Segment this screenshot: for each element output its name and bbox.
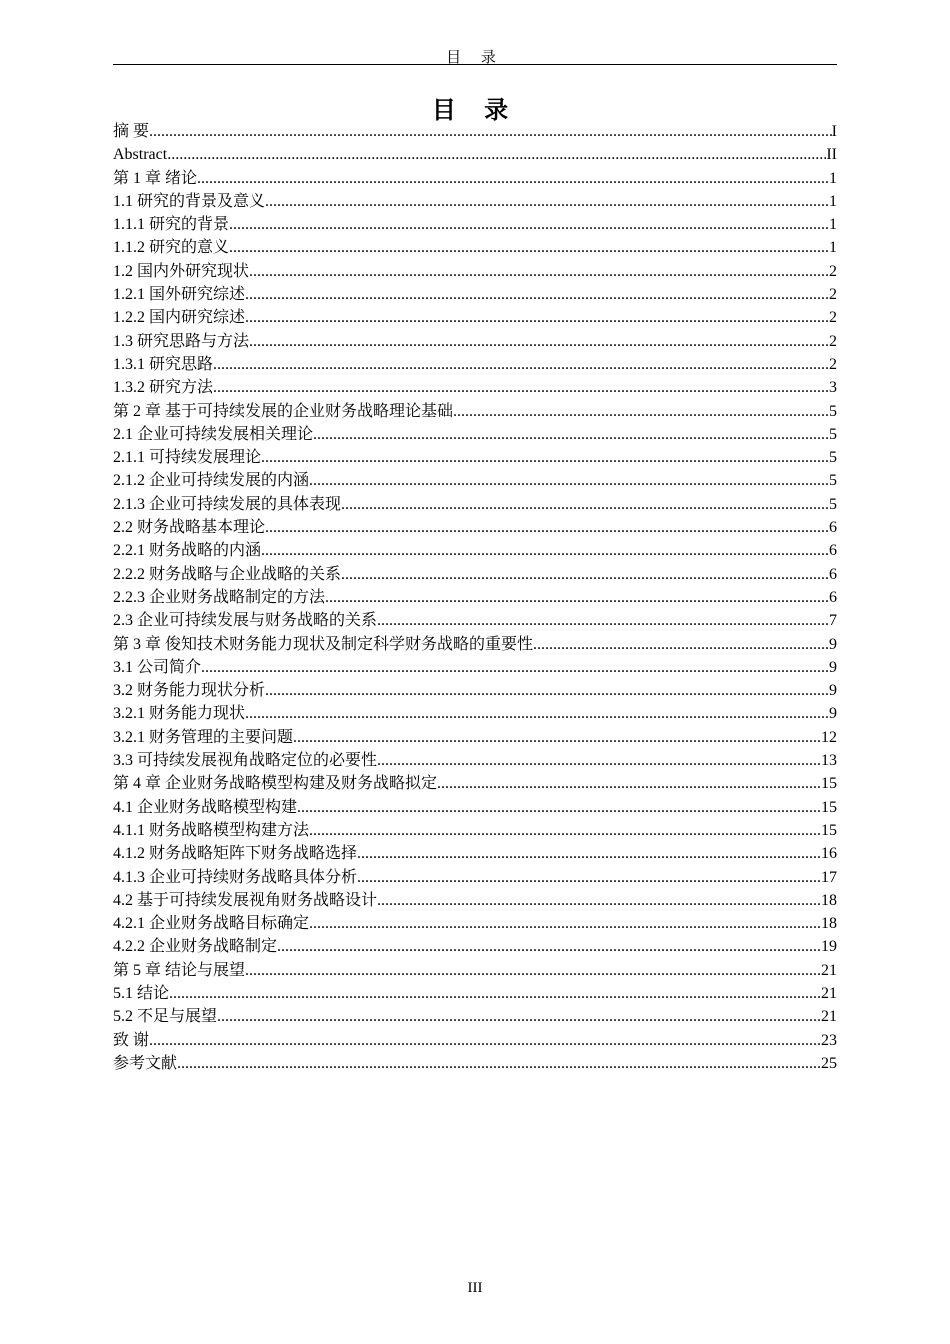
- toc-entry-page: 1: [829, 216, 837, 234]
- toc-entry-label: 4.2 基于可持续发展视角财务战略设计: [113, 891, 378, 909]
- toc-dot-leader: [249, 260, 829, 283]
- toc-dot-leader: [245, 702, 829, 725]
- toc-entry-label: 1.2 国内外研究现状: [113, 262, 250, 280]
- toc-entry-page: 2: [829, 262, 837, 280]
- toc-entry-label: 第 5 章 结论与展望: [113, 961, 246, 979]
- toc-entry[interactable]: [113, 516, 837, 539]
- toc-entry-label: 1.2.1 国外研究综述: [113, 286, 246, 304]
- toc-dot-leader: [217, 1005, 821, 1028]
- toc-entry-page: 9: [829, 705, 837, 723]
- toc-entry-page: 1: [829, 169, 837, 187]
- toc-dot-leader: [197, 167, 829, 190]
- toc-dot-leader: [341, 493, 829, 516]
- toc-entry-label: 第 4 章 企业财务战略模型构建及财务战略拟定: [113, 775, 438, 793]
- toc-entry-page: 2: [829, 286, 837, 304]
- toc-entry-label: 3.2.1 财务能力现状: [113, 705, 246, 723]
- toc-entry[interactable]: [113, 213, 837, 236]
- toc-dot-leader: [377, 749, 821, 772]
- toc-entry-page: 9: [829, 682, 837, 700]
- toc-entry[interactable]: [113, 1005, 837, 1028]
- toc-entry[interactable]: [113, 260, 837, 283]
- toc-entry-label: 2.1.1 可持续发展理论: [113, 449, 262, 467]
- toc-dot-leader: [261, 539, 829, 562]
- toc-entry-page: 21: [821, 961, 837, 979]
- toc-dot-leader: [213, 353, 829, 376]
- toc-entry-page: 15: [821, 821, 837, 839]
- running-header: 目 录: [446, 50, 504, 66]
- toc-dot-leader: [167, 143, 826, 166]
- toc-entry-label: 2.1 企业可持续发展相关理论: [113, 425, 314, 443]
- toc-entry-label: Abstract: [113, 146, 168, 164]
- toc-dot-leader: [149, 120, 832, 143]
- page-title: 目 录: [431, 96, 519, 124]
- toc-entry-page: 23: [821, 1031, 837, 1049]
- toc-entry[interactable]: [113, 446, 837, 469]
- toc-entry-page: 5: [829, 495, 837, 513]
- toc-dot-leader: [357, 842, 821, 865]
- toc-dot-leader: [309, 819, 821, 842]
- toc-entry-label: 4.1.2 财务战略矩阵下财务战略选择: [113, 845, 358, 863]
- toc-entry-page: 7: [829, 612, 837, 630]
- toc-entry[interactable]: [113, 656, 837, 679]
- toc-entry-page: 2: [829, 332, 837, 350]
- toc-entry-page: 5: [829, 402, 837, 420]
- toc-entry[interactable]: [113, 143, 837, 166]
- toc-entry[interactable]: [113, 400, 837, 423]
- toc-entry[interactable]: [113, 1052, 837, 1075]
- toc-dot-leader: [309, 469, 829, 492]
- toc-entry-page: 19: [821, 938, 837, 956]
- toc-entry[interactable]: [113, 563, 837, 586]
- toc-dot-leader: [277, 935, 821, 958]
- toc-entry-page: 2: [829, 309, 837, 327]
- toc-entry[interactable]: [113, 633, 837, 656]
- toc-entry[interactable]: [113, 726, 837, 749]
- toc-entry[interactable]: [113, 772, 837, 795]
- toc-entry-label: 1.1.1 研究的背景: [113, 216, 230, 234]
- toc-dot-leader: [309, 912, 821, 935]
- toc-entry[interactable]: [113, 609, 837, 632]
- toc-dot-leader: [229, 236, 829, 259]
- toc-dot-leader: [201, 656, 829, 679]
- toc-dot-leader: [357, 866, 821, 889]
- header-rule: [113, 64, 837, 65]
- toc-entry-page: 9: [829, 635, 837, 653]
- page-number: III: [467, 1280, 483, 1296]
- toc-entry-label: 4.1.3 企业可持续财务战略具体分析: [113, 868, 358, 886]
- toc-entry-page: 15: [821, 798, 837, 816]
- toc-entry-label: 5.1 结论: [113, 984, 170, 1002]
- toc-entry[interactable]: [113, 469, 837, 492]
- toc-entry[interactable]: [113, 236, 837, 259]
- toc-entry-page: 3: [829, 379, 837, 397]
- toc-dot-leader: [245, 959, 821, 982]
- toc-entry-page: 2: [829, 355, 837, 373]
- toc-entry-label: 参考文献: [113, 1054, 178, 1072]
- toc-entry-page: 17: [821, 868, 837, 886]
- toc-entry-page: 6: [829, 542, 837, 560]
- toc-dot-leader: [149, 1029, 821, 1052]
- toc-dot-leader: [377, 609, 829, 632]
- toc-dot-leader: [177, 1052, 821, 1075]
- toc-entry-page: 5: [829, 472, 837, 490]
- toc-entry-label: 2.2 财务战略基本理论: [113, 519, 266, 537]
- toc-dot-leader: [169, 982, 821, 1005]
- toc-entry-label: 4.1 企业财务战略模型构建: [113, 798, 298, 816]
- toc-entry[interactable]: [113, 586, 837, 609]
- toc-entry-label: 2.2.1 财务战略的内涵: [113, 542, 262, 560]
- toc-entry-page: II: [826, 146, 837, 164]
- toc-entry[interactable]: [113, 1029, 837, 1052]
- toc-entry-label: 第 2 章 基于可持续发展的企业财务战略理论基础: [113, 402, 454, 420]
- toc-entry-label: 3.2 财务能力现状分析: [113, 682, 266, 700]
- toc-dot-leader: [249, 330, 829, 353]
- toc-entry-label: 1.2.2 国内研究综述: [113, 309, 246, 327]
- toc-entry-page: 5: [829, 425, 837, 443]
- toc-entry[interactable]: [113, 702, 837, 725]
- toc-entry-page: 16: [821, 845, 837, 863]
- toc-entry-page: 13: [821, 752, 837, 770]
- toc-dot-leader: [533, 633, 829, 656]
- toc-entry-page: 25: [821, 1054, 837, 1072]
- toc-entry[interactable]: [113, 167, 837, 190]
- toc-entry-label: 3.3 可持续发展视角战略定位的必要性: [113, 752, 378, 770]
- toc-entry-page: 9: [829, 658, 837, 676]
- toc-entry[interactable]: [113, 982, 837, 1005]
- toc-entry-label: 1.3.2 研究方法: [113, 379, 214, 397]
- toc-entry[interactable]: [113, 120, 837, 143]
- toc-dot-leader: [229, 213, 829, 236]
- toc-entry-label: 第 3 章 俊知技术财务能力现状及制定科学财务战略的重要性: [113, 635, 534, 653]
- toc-entry-label: 第 1 章 绪论: [113, 169, 198, 187]
- toc-entry-label: 致 谢: [113, 1031, 150, 1049]
- toc-entry-label: 3.1 公司简介: [113, 658, 202, 676]
- toc-dot-leader: [377, 889, 821, 912]
- toc-dot-leader: [245, 283, 829, 306]
- toc-dot-leader: [265, 190, 829, 213]
- toc-entry-label: 1.3.1 研究思路: [113, 355, 214, 373]
- toc-dot-leader: [265, 679, 829, 702]
- toc-entry-label: 摘 要: [113, 123, 150, 140]
- toc-dot-leader: [265, 516, 829, 539]
- toc-entry-page: 1: [829, 192, 837, 210]
- toc-entry[interactable]: [113, 376, 837, 399]
- toc-entry-page: 18: [821, 915, 837, 933]
- toc-entry-label: 4.1.1 财务战略模型构建方法: [113, 821, 310, 839]
- toc-dot-leader: [437, 772, 821, 795]
- toc-dot-leader: [341, 563, 829, 586]
- toc-dot-leader: [313, 423, 829, 446]
- toc-entry[interactable]: [113, 889, 837, 912]
- toc-dot-leader: [325, 586, 829, 609]
- toc-entry[interactable]: [113, 306, 837, 329]
- toc-entry-page: 21: [821, 1008, 837, 1026]
- toc-entry-page: 5: [829, 449, 837, 467]
- toc-entry[interactable]: [113, 819, 837, 842]
- toc-entry-label: 2.2.3 企业财务战略制定的方法: [113, 588, 326, 606]
- toc-entry-label: 4.2.1 企业财务战略目标确定: [113, 915, 310, 933]
- toc-entry-page: 15: [821, 775, 837, 793]
- toc-entry[interactable]: [113, 190, 837, 213]
- toc-entry[interactable]: [113, 842, 837, 865]
- toc-dot-leader: [297, 796, 821, 819]
- toc-entry[interactable]: [113, 866, 837, 889]
- toc-entry[interactable]: [113, 796, 837, 819]
- toc-dot-leader: [453, 400, 829, 423]
- toc-entry-page: 12: [821, 728, 837, 746]
- toc-entry-label: 4.2.2 企业财务战略制定: [113, 938, 278, 956]
- toc-entry[interactable]: [113, 679, 837, 702]
- table-of-contents: [113, 120, 837, 1075]
- toc-entry[interactable]: [113, 330, 837, 353]
- toc-dot-leader: [293, 726, 821, 749]
- toc-entry[interactable]: [113, 539, 837, 562]
- toc-entry[interactable]: [113, 423, 837, 446]
- toc-dot-leader: [245, 306, 829, 329]
- toc-entry[interactable]: [113, 493, 837, 516]
- toc-entry-page: 1: [829, 239, 837, 257]
- toc-dot-leader: [261, 446, 829, 469]
- toc-entry-label: 2.1.2 企业可持续发展的内涵: [113, 472, 310, 490]
- toc-entry-label: 1.1 研究的背景及意义: [113, 192, 266, 210]
- toc-entry-page: I: [831, 123, 837, 140]
- toc-entry-page: 21: [821, 984, 837, 1002]
- toc-entry-page: 6: [829, 565, 837, 583]
- toc-entry-page: 6: [829, 588, 837, 606]
- toc-entry[interactable]: [113, 912, 837, 935]
- toc-entry-label: 5.2 不足与展望: [113, 1008, 218, 1026]
- toc-entry[interactable]: [113, 935, 837, 958]
- toc-entry[interactable]: [113, 749, 837, 772]
- toc-entry-page: 18: [821, 891, 837, 909]
- toc-entry[interactable]: [113, 959, 837, 982]
- toc-entry-label: 1.1.2 研究的意义: [113, 239, 230, 257]
- toc-entry-label: 3.2.1 财务管理的主要问题: [113, 728, 294, 746]
- toc-entry-label: 2.2.2 财务战略与企业战略的关系: [113, 565, 342, 583]
- toc-entry[interactable]: [113, 283, 837, 306]
- toc-entry-label: 1.3 研究思路与方法: [113, 332, 250, 350]
- toc-entry[interactable]: [113, 353, 837, 376]
- toc-entry-label: 2.3 企业可持续发展与财务战略的关系: [113, 612, 378, 630]
- toc-dot-leader: [213, 376, 829, 399]
- toc-entry-page: 6: [829, 519, 837, 537]
- toc-entry-label: 2.1.3 企业可持续发展的具体表现: [113, 495, 342, 513]
